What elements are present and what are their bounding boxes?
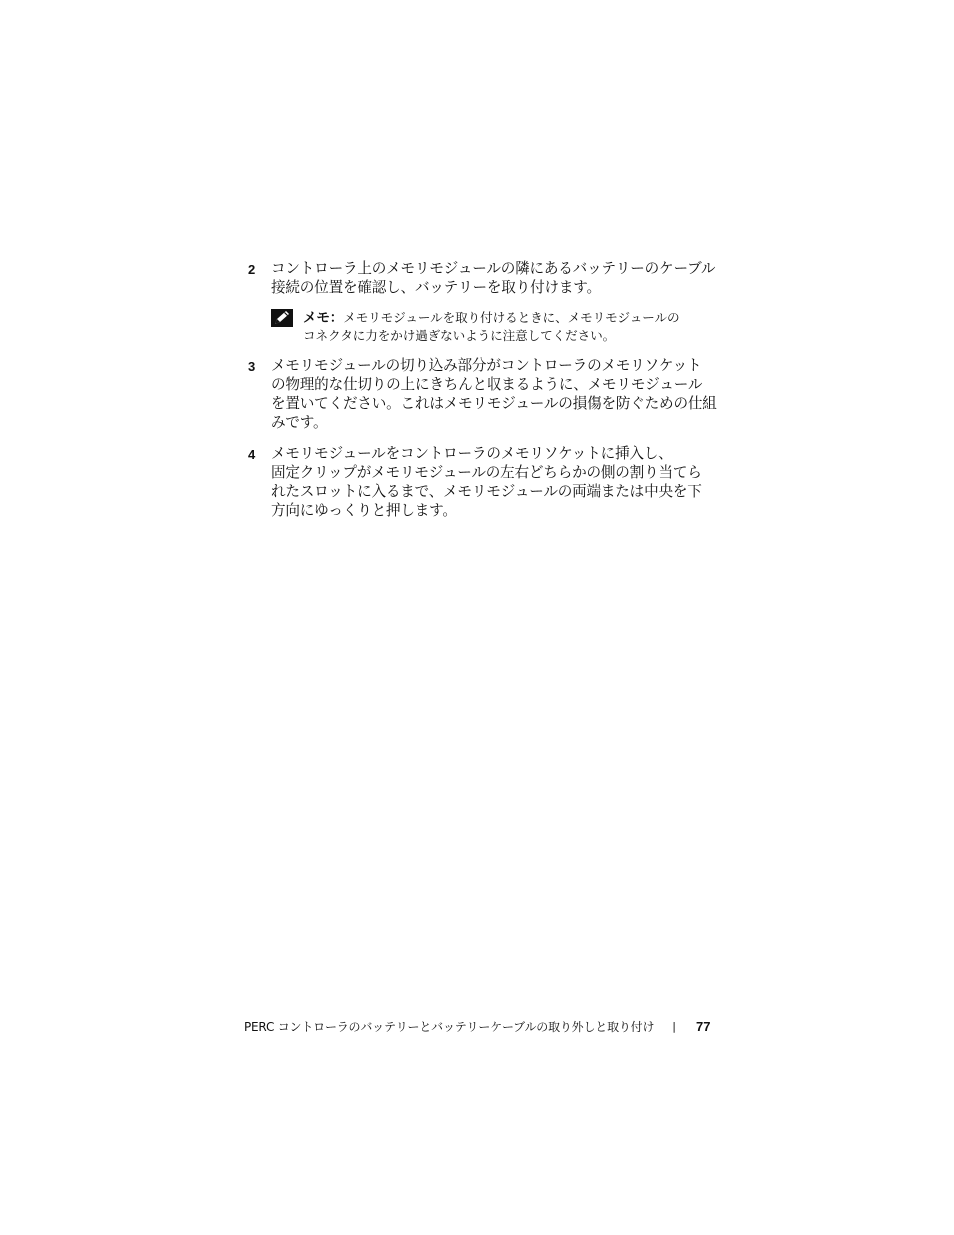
note-text bbox=[303, 309, 680, 344]
step-text-line: メモリモジュールをコントローラのメモリソケットに挿入し、 bbox=[271, 445, 673, 462]
step-text bbox=[271, 444, 743, 520]
step-text-line: 固定クリップがメモリモジュールの左右どちらかの側の割り当てら bbox=[271, 464, 702, 481]
note-line: コネクタに力をかけ過ぎないように注意してください。 bbox=[303, 328, 616, 343]
step-4 bbox=[248, 444, 743, 520]
step-number: 4 bbox=[248, 447, 256, 462]
step-text bbox=[271, 259, 743, 297]
document-body bbox=[248, 259, 743, 532]
note-pencil-icon bbox=[271, 309, 293, 327]
step-text-line: の物理的な仕切りの上にきちんと収まるように、メモリモジュール bbox=[271, 376, 703, 393]
step-text-line: みです。 bbox=[271, 414, 328, 431]
step-text-line: れたスロットに入るまで、メモリモジュールの両端または中央を下 bbox=[271, 483, 702, 500]
step-text-line: コントローラ上のメモリモジュールの隣にあるバッテリーのケーブル bbox=[271, 260, 716, 277]
step-text-line: 接続の位置を確認し、バッテリーを取り付けます。 bbox=[271, 279, 601, 296]
note-block bbox=[271, 309, 743, 344]
step-number: 2 bbox=[248, 262, 256, 277]
page-number: 77 bbox=[696, 1019, 711, 1034]
step-text-line: 方向にゆっくりと押します。 bbox=[271, 502, 457, 519]
step-text bbox=[271, 356, 743, 432]
footer-separator: | bbox=[672, 1020, 676, 1033]
page-footer bbox=[244, 1019, 734, 1035]
step-number: 3 bbox=[248, 359, 256, 374]
step-3 bbox=[248, 356, 743, 432]
step-text-line: を置いてください。これはメモリモジュールの損傷を防ぐための仕組 bbox=[271, 395, 717, 412]
step-2 bbox=[248, 259, 743, 297]
step-text-line: メモリモジュールの切り込み部分がコントローラのメモリソケット bbox=[271, 357, 702, 374]
footer-title: PERC コントローラのバッテリーとバッテリーケーブルの取り外しと取り付け bbox=[244, 1020, 655, 1034]
note-label: メモ： bbox=[303, 310, 344, 326]
note-line: メモリモジュールを取り付けるときに、メモリモジュールの bbox=[343, 310, 680, 325]
